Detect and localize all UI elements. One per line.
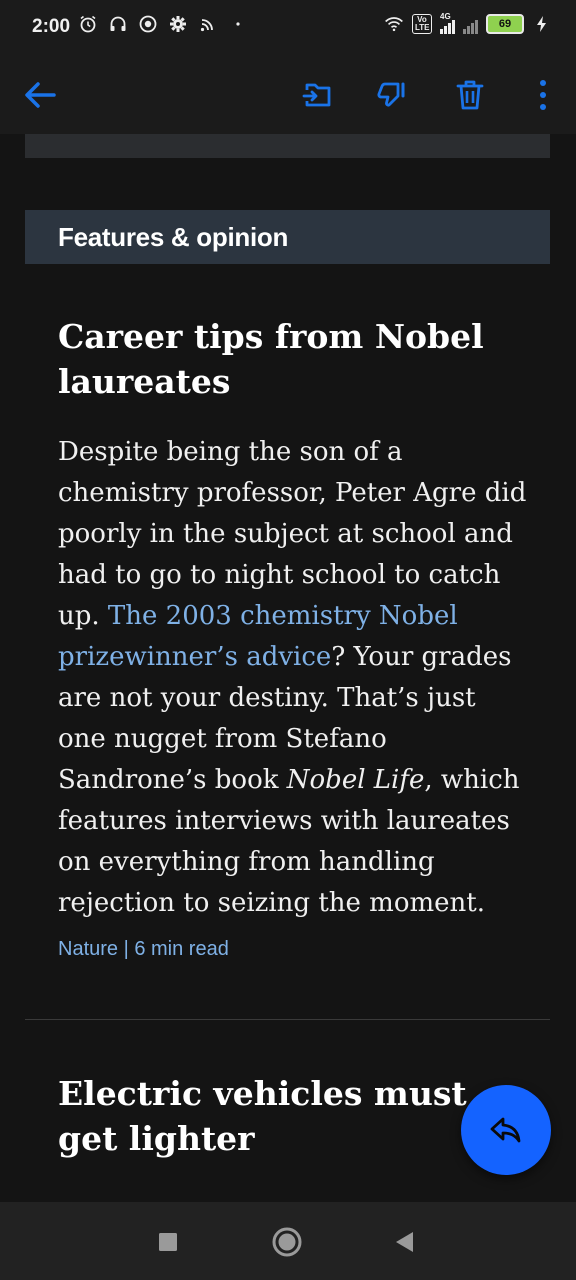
nav-back-button[interactable] — [382, 1220, 426, 1264]
media-play-icon — [138, 14, 158, 34]
charging-bolt-icon — [532, 14, 552, 34]
more-vert-icon — [538, 79, 548, 111]
article-card[interactable] — [58, 1071, 478, 1161]
trash-icon — [455, 79, 485, 111]
headphones-icon — [108, 14, 128, 34]
reply-icon — [489, 1115, 523, 1145]
status-time: 2:00 — [32, 16, 71, 37]
more-options-button[interactable] — [518, 70, 568, 120]
home-button[interactable] — [265, 1220, 309, 1264]
move-to-folder-icon — [301, 80, 335, 110]
system-nav-bar — [0, 1202, 576, 1280]
wifi-icon — [384, 14, 404, 34]
thumbs-down-button[interactable] — [368, 70, 418, 120]
article-body-text: , which features interviews with laureates on everything from handling rejection to seizing the moment. — [58, 765, 520, 918]
signal-icon — [463, 14, 478, 34]
article-body-text: Despite being the son of a chemistry professor, Peter Agre did poorly in the subject at school and had to go to night school to catch up. — [58, 437, 527, 631]
cast-icon — [198, 14, 218, 34]
recent-apps-button[interactable] — [146, 1220, 190, 1264]
back-arrow-icon — [23, 80, 57, 110]
delete-button[interactable] — [445, 70, 495, 120]
thumbs-down-icon — [376, 80, 410, 110]
article-body — [58, 432, 528, 924]
section-header — [25, 210, 550, 264]
alarm-icon — [78, 14, 98, 34]
reply-fab[interactable] — [461, 1085, 551, 1175]
back-icon — [393, 1230, 415, 1254]
article-link[interactable]: The 2003 chemistry Nobel prizewinner’s advice — [58, 601, 458, 672]
previous-section-strip — [25, 134, 550, 158]
move-to-folder-button[interactable] — [293, 70, 343, 120]
email-content[interactable] — [0, 134, 576, 1202]
divider — [25, 1019, 550, 1020]
notification-icons — [78, 14, 248, 34]
battery-icon: 69 — [486, 14, 524, 34]
volte-icon: Vo LTE — [412, 14, 432, 34]
home-icon — [272, 1227, 302, 1257]
signal-4g-icon — [440, 14, 455, 34]
recent-apps-icon — [158, 1232, 178, 1252]
system-icons — [384, 14, 552, 34]
section-title: Features & opinion — [58, 221, 289, 252]
settings-gear-icon — [168, 14, 188, 34]
article-body-text: ? Your grades are not your destiny. That’s just one nugget from Stefano Sandrone’s book — [58, 642, 512, 795]
article-card[interactable] — [58, 314, 528, 961]
article-title[interactable]: Career tips from Nobel laureates — [58, 317, 484, 401]
back-button[interactable] — [15, 70, 65, 120]
network-type-label: 4G — [440, 12, 451, 21]
book-title: Nobel Life — [286, 765, 425, 795]
article-meta[interactable]: Nature | 6 min read — [58, 938, 229, 960]
dot-icon — [228, 14, 248, 34]
article-title[interactable]: Electric vehicles must get lighter — [58, 1074, 467, 1158]
app-bar — [0, 56, 576, 134]
status-bar — [0, 0, 576, 56]
